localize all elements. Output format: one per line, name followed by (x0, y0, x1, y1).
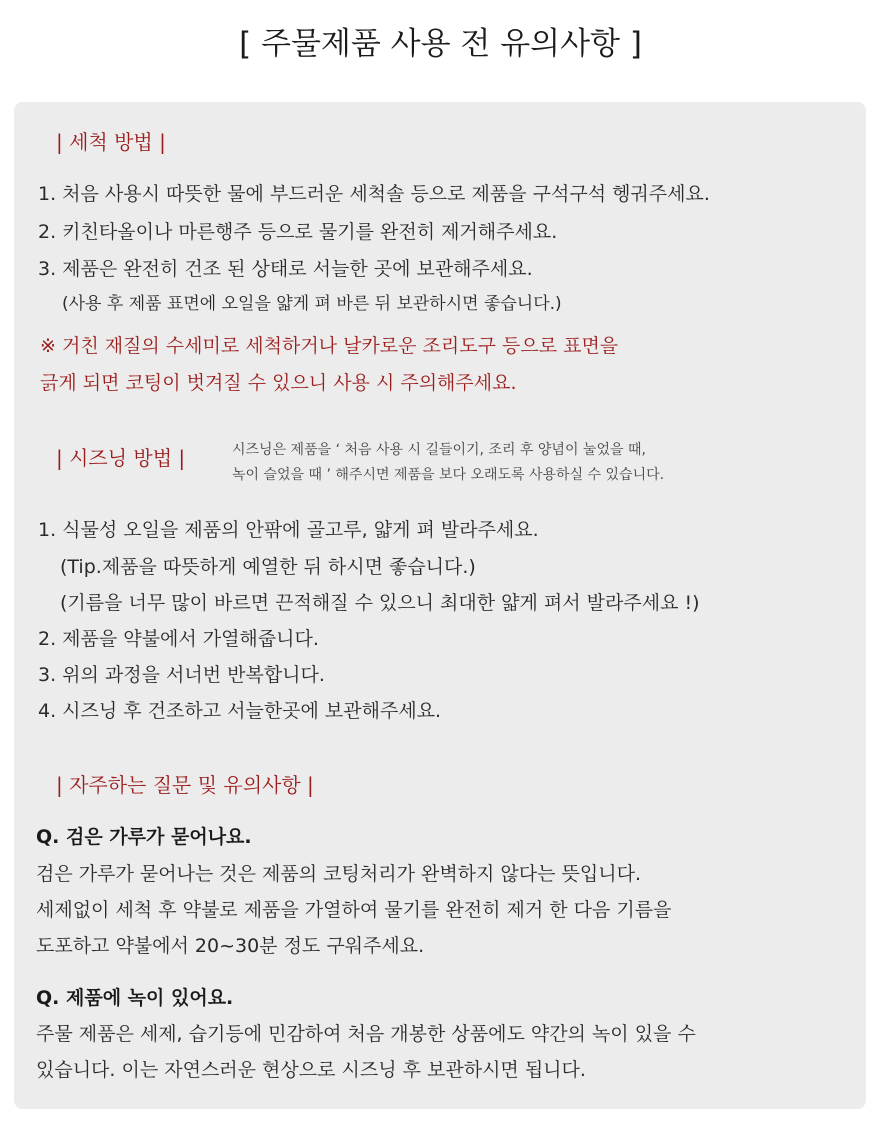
page-title: [ 주물제품 사용 전 유의사항 ] (239, 26, 642, 62)
faq-answer-2-line-2: 있습니다. 이는 자연스러운 현상으로 시즈닝 후 보관하시면 됩니다. (36, 1059, 586, 1081)
seasoning-tip: (Tip.제품을 따뜻하게 예열한 뒤 하시면 좋습니다.) (60, 556, 476, 578)
seasoning-step-3: 3. 위의 과정을 서너번 반복합니다. (38, 664, 325, 686)
seasoning-side-note-line-2: 녹이 슬었을 때 ’ 해주시면 제품을 보다 오래도록 사용하실 수 있습니다. (232, 467, 665, 483)
seasoning-caution: (기름을 너무 많이 바르면 끈적해질 수 있으니 최대한 얇게 펴서 발라주세요 !) (60, 592, 700, 614)
cleaning-warning-line-1: ※ 거친 재질의 수세미로 세척하거나 날카로운 조리도구 등으로 표면을 (40, 335, 619, 357)
seasoning-side-note (232, 438, 664, 488)
cleaning-heading: | 세척 방법 | (56, 130, 166, 154)
faq-question-1: Q. 검은 가루가 묻어나요. (36, 826, 252, 848)
cleaning-step-1: 1. 처음 사용시 따뜻한 물에 부드러운 세척솔 등으로 제품을 구석구석 헹궈주세요. (38, 183, 710, 205)
seasoning-side-note-line-1: 시즈닝은 제품을 ‘ 처음 사용 시 길들이기, 조리 후 양념이 눌었을 때, (232, 442, 646, 458)
cleaning-step-2: 2. 키친타올이나 마른행주 등으로 물기를 완전히 제거해주세요. (38, 221, 558, 243)
faq-answer-1-line-3: 도포하고 약불에서 20~30분 정도 구워주세요. (36, 935, 425, 957)
seasoning-step-2: 2. 제품을 약불에서 가열해줍니다. (38, 628, 319, 650)
faq-question-2: Q. 제품에 녹이 있어요. (36, 987, 234, 1009)
faq-answer-1-line-1: 검은 가루가 묻어나는 것은 제품의 코팅처리가 완벽하지 않다는 뜻입니다. (36, 863, 641, 885)
cleaning-note: (사용 후 제품 표면에 오일을 얇게 펴 바른 뒤 보관하시면 좋습니다.) (62, 294, 562, 314)
faq-answer-2-line-1: 주물 제품은 세제, 습기등에 민감하여 처음 개봉한 상품에도 약간의 녹이 있을 수 (36, 1023, 696, 1045)
seasoning-step-4: 4. 시즈닝 후 건조하고 서늘한곳에 보관해주세요. (38, 700, 442, 722)
seasoning-heading: | 시즈닝 방법 | (56, 446, 186, 470)
cleaning-warning-line-2: 긁게 되면 코팅이 벗겨질 수 있으니 사용 시 주의해주세요. (40, 372, 517, 394)
seasoning-step-1: 1. 식물성 오일을 제품의 안팎에 골고루, 얇게 펴 발라주세요. (38, 519, 539, 541)
faq-heading: | 자주하는 질문 및 유의사항 | (56, 773, 314, 797)
faq-answer-1-line-2: 세제없이 세척 후 약불로 제품을 가열하여 물기를 완전히 제거 한 다음 기름을 (36, 899, 672, 921)
cleaning-step-3: 3. 제품은 완전히 건조 된 상태로 서늘한 곳에 보관해주세요. (38, 258, 533, 280)
